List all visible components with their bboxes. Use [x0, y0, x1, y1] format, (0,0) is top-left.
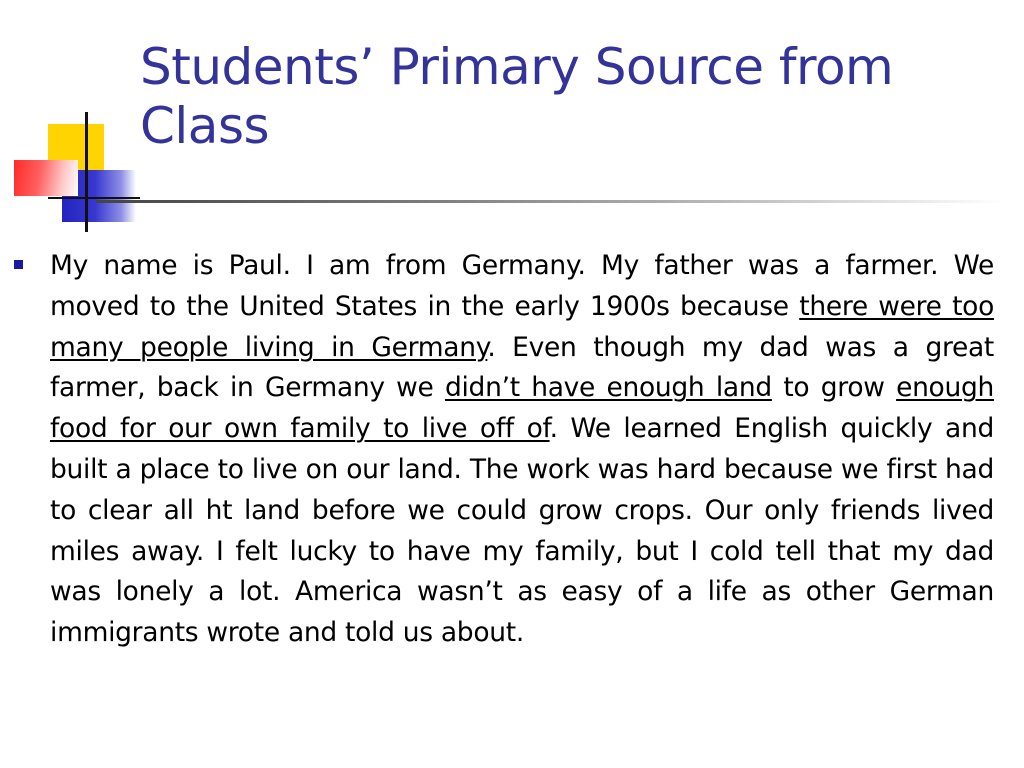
logo-vertical-line — [85, 112, 88, 232]
underlined-text-segment: enough food for our own family to live off of — [50, 372, 994, 445]
bullet-item — [14, 246, 994, 654]
title-underline-rule — [96, 200, 1006, 203]
underlined-text-segment: there were too many people living in Germany — [50, 290, 995, 363]
underlined-text-segment: didn’t have enough land — [444, 372, 772, 404]
body-text-segment: . We learned English quickly and built a place to live on our land. The work was hard because we first had to clear all ht land before we could grow crops. Our only friends lived miles away. I felt lucky to have my family, but I cold tell that my dad was lonely a lot. America wasn’t as easy of a life as other German immigrants wrote and told us about. — [50, 413, 995, 649]
slide-title: Students’ Primary Source from Class — [140, 38, 894, 155]
colored-squares-logo-icon — [0, 0, 160, 240]
logo-red-square — [14, 160, 78, 196]
logo-horizontal-line — [48, 197, 140, 199]
body-text-segment: . Even though my dad was a great farmer, back in Germany we — [50, 331, 995, 404]
body-text-segment: My name is Paul. I am from Germany. My father was a farmer. We moved to the United States in the early 1900s because — [50, 250, 994, 322]
body-paragraph — [50, 246, 994, 654]
slide-content — [14, 246, 994, 654]
body-text-segment: to grow — [771, 372, 897, 404]
square-bullet-icon — [14, 260, 23, 269]
